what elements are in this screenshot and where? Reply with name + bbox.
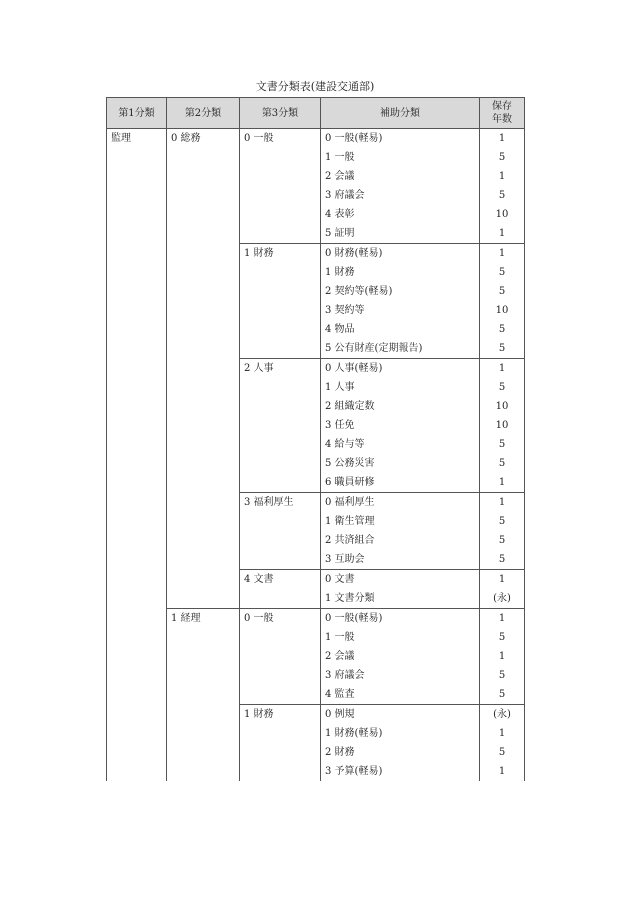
auxiliary-class-cell: 6 職員研修 <box>321 473 480 493</box>
first-class-cell <box>107 263 167 282</box>
third-class-cell <box>240 628 321 647</box>
second-class-cell <box>167 224 240 244</box>
third-class-cell <box>240 531 321 550</box>
third-class-cell <box>240 224 321 244</box>
second-class-cell <box>167 473 240 493</box>
first-class-cell <box>107 454 167 473</box>
retention-years-cell: 10 <box>480 301 525 320</box>
third-class-cell <box>240 416 321 435</box>
table-row <box>107 762 525 781</box>
retention-years-cell: 1 <box>480 224 525 244</box>
retention-years-cell: 1 <box>480 609 525 629</box>
second-class-cell <box>167 550 240 570</box>
first-class-cell <box>107 378 167 397</box>
first-class-cell <box>107 301 167 320</box>
table-row <box>107 435 525 454</box>
retention-years-cell: 10 <box>480 397 525 416</box>
third-class-cell <box>240 186 321 205</box>
third-class-cell: 1 財務 <box>240 705 321 725</box>
auxiliary-class-cell: 3 府議会 <box>321 186 480 205</box>
retention-years-cell: (永) <box>480 705 525 725</box>
second-class-cell <box>167 282 240 301</box>
auxiliary-class-cell: 0 人事(軽易) <box>321 359 480 379</box>
second-class-cell <box>167 685 240 705</box>
second-class-cell: 0 総務 <box>167 129 240 149</box>
auxiliary-class-cell: 4 表彰 <box>321 205 480 224</box>
retention-years-cell: 5 <box>480 454 525 473</box>
table-row <box>107 531 525 550</box>
table-row <box>107 244 525 264</box>
table-row <box>107 359 525 379</box>
first-class-cell <box>107 628 167 647</box>
second-class-cell <box>167 570 240 590</box>
third-class-cell: 0 一般 <box>240 609 321 629</box>
third-class-cell <box>240 685 321 705</box>
table-row <box>107 167 525 186</box>
third-class-cell: 0 一般 <box>240 129 321 149</box>
auxiliary-class-cell: 1 文書分類 <box>321 589 480 609</box>
table-row <box>107 397 525 416</box>
header-retention-line2: 年数 <box>492 114 512 125</box>
first-class-cell <box>107 647 167 666</box>
retention-years-cell: 1 <box>480 129 525 149</box>
first-class-cell: 監理 <box>107 129 167 149</box>
auxiliary-class-cell: 0 一般(軽易) <box>321 609 480 629</box>
first-class-cell <box>107 282 167 301</box>
table-row <box>107 339 525 359</box>
first-class-cell <box>107 339 167 359</box>
table-row <box>107 550 525 570</box>
table-row <box>107 512 525 531</box>
table-row <box>107 570 525 590</box>
first-class-cell <box>107 435 167 454</box>
second-class-cell <box>167 743 240 762</box>
auxiliary-class-cell: 1 一般 <box>321 148 480 167</box>
table-row <box>107 416 525 435</box>
third-class-cell <box>240 397 321 416</box>
table-row <box>107 454 525 473</box>
auxiliary-class-cell: 2 共済組合 <box>321 531 480 550</box>
third-class-cell: 3 福利厚生 <box>240 493 321 513</box>
retention-years-cell: 1 <box>480 762 525 781</box>
second-class-cell: 1 経理 <box>167 609 240 629</box>
auxiliary-class-cell: 5 証明 <box>321 224 480 244</box>
second-class-cell <box>167 301 240 320</box>
retention-years-cell: 5 <box>480 320 525 339</box>
third-class-cell <box>240 473 321 493</box>
first-class-cell <box>107 186 167 205</box>
table-row <box>107 320 525 339</box>
table-header-row <box>107 98 525 129</box>
second-class-cell <box>167 589 240 609</box>
third-class-cell <box>240 263 321 282</box>
retention-years-cell: 5 <box>480 378 525 397</box>
first-class-cell <box>107 473 167 493</box>
auxiliary-class-cell: 0 文書 <box>321 570 480 590</box>
auxiliary-class-cell: 0 例規 <box>321 705 480 725</box>
retention-years-cell: 1 <box>480 493 525 513</box>
retention-years-cell: 5 <box>480 628 525 647</box>
auxiliary-class-cell: 4 物品 <box>321 320 480 339</box>
auxiliary-class-cell: 0 一般(軽易) <box>321 129 480 149</box>
table-row <box>107 378 525 397</box>
table-row <box>107 666 525 685</box>
auxiliary-class-cell: 0 財務(軽易) <box>321 244 480 264</box>
first-class-cell <box>107 416 167 435</box>
table-row <box>107 724 525 743</box>
second-class-cell <box>167 647 240 666</box>
first-class-cell <box>107 589 167 609</box>
auxiliary-class-cell: 2 組織定数 <box>321 397 480 416</box>
second-class-cell <box>167 416 240 435</box>
first-class-cell <box>107 705 167 725</box>
retention-years-cell: 5 <box>480 282 525 301</box>
second-class-cell <box>167 148 240 167</box>
third-class-cell <box>240 512 321 531</box>
third-class-cell <box>240 762 321 781</box>
second-class-cell <box>167 454 240 473</box>
auxiliary-class-cell: 4 給与等 <box>321 435 480 454</box>
third-class-cell <box>240 724 321 743</box>
retention-years-cell: (永) <box>480 589 525 609</box>
retention-years-cell: 10 <box>480 416 525 435</box>
first-class-cell <box>107 148 167 167</box>
table-row <box>107 685 525 705</box>
auxiliary-class-cell: 2 契約等(軽易) <box>321 282 480 301</box>
second-class-cell <box>167 493 240 513</box>
auxiliary-class-cell: 2 財務 <box>321 743 480 762</box>
table-row <box>107 301 525 320</box>
second-class-cell <box>167 397 240 416</box>
third-class-cell: 4 文書 <box>240 570 321 590</box>
auxiliary-class-cell: 3 予算(軽易) <box>321 762 480 781</box>
second-class-cell <box>167 378 240 397</box>
first-class-cell <box>107 531 167 550</box>
table-body <box>107 129 525 782</box>
auxiliary-class-cell: 5 公有財産(定期報告) <box>321 339 480 359</box>
header-auxiliary-class: 補助分類 <box>321 98 480 129</box>
first-class-cell <box>107 609 167 629</box>
second-class-cell <box>167 628 240 647</box>
first-class-cell <box>107 724 167 743</box>
second-class-cell <box>167 244 240 264</box>
first-class-cell <box>107 205 167 224</box>
first-class-cell <box>107 359 167 379</box>
second-class-cell <box>167 263 240 282</box>
retention-years-cell: 5 <box>480 685 525 705</box>
third-class-cell <box>240 743 321 762</box>
second-class-cell <box>167 186 240 205</box>
retention-years-cell: 5 <box>480 186 525 205</box>
retention-years-cell: 5 <box>480 743 525 762</box>
second-class-cell <box>167 762 240 781</box>
retention-years-cell: 10 <box>480 205 525 224</box>
retention-years-cell: 1 <box>480 359 525 379</box>
third-class-cell <box>240 320 321 339</box>
auxiliary-class-cell: 3 契約等 <box>321 301 480 320</box>
retention-years-cell: 5 <box>480 263 525 282</box>
first-class-cell <box>107 570 167 590</box>
table-row <box>107 589 525 609</box>
auxiliary-class-cell: 2 会議 <box>321 167 480 186</box>
first-class-cell <box>107 244 167 264</box>
auxiliary-class-cell: 1 人事 <box>321 378 480 397</box>
table-row <box>107 148 525 167</box>
retention-years-cell: 1 <box>480 167 525 186</box>
first-class-cell <box>107 762 167 781</box>
retention-years-cell: 5 <box>480 435 525 454</box>
third-class-cell <box>240 205 321 224</box>
auxiliary-class-cell: 3 任免 <box>321 416 480 435</box>
retention-years-cell: 5 <box>480 512 525 531</box>
table-row <box>107 186 525 205</box>
third-class-cell: 1 財務 <box>240 244 321 264</box>
first-class-cell <box>107 666 167 685</box>
retention-years-cell: 1 <box>480 473 525 493</box>
first-class-cell <box>107 397 167 416</box>
header-retention-line1: 保存 <box>492 101 512 112</box>
retention-years-cell: 5 <box>480 531 525 550</box>
retention-years-cell: 1 <box>480 724 525 743</box>
table-row <box>107 282 525 301</box>
second-class-cell <box>167 666 240 685</box>
third-class-cell <box>240 282 321 301</box>
table-row <box>107 493 525 513</box>
auxiliary-class-cell: 3 府議会 <box>321 666 480 685</box>
first-class-cell <box>107 743 167 762</box>
third-class-cell <box>240 647 321 666</box>
retention-years-cell: 5 <box>480 550 525 570</box>
retention-years-cell: 1 <box>480 570 525 590</box>
table-row <box>107 743 525 762</box>
second-class-cell <box>167 167 240 186</box>
retention-years-cell: 1 <box>480 244 525 264</box>
table-row <box>107 205 525 224</box>
second-class-cell <box>167 359 240 379</box>
table-row <box>107 705 525 725</box>
third-class-cell <box>240 301 321 320</box>
third-class-cell <box>240 666 321 685</box>
third-class-cell: 2 人事 <box>240 359 321 379</box>
second-class-cell <box>167 705 240 725</box>
retention-years-cell: 5 <box>480 339 525 359</box>
auxiliary-class-cell: 0 福利厚生 <box>321 493 480 513</box>
second-class-cell <box>167 512 240 531</box>
auxiliary-class-cell: 4 監査 <box>321 685 480 705</box>
auxiliary-class-cell: 3 互助会 <box>321 550 480 570</box>
third-class-cell <box>240 589 321 609</box>
table-row <box>107 224 525 244</box>
first-class-cell <box>107 320 167 339</box>
third-class-cell <box>240 435 321 454</box>
first-class-cell <box>107 167 167 186</box>
third-class-cell <box>240 167 321 186</box>
classification-table <box>106 97 525 781</box>
second-class-cell <box>167 320 240 339</box>
auxiliary-class-cell: 1 一般 <box>321 628 480 647</box>
third-class-cell <box>240 454 321 473</box>
header-second-class: 第2分類 <box>167 98 240 129</box>
second-class-cell <box>167 339 240 359</box>
first-class-cell <box>107 550 167 570</box>
second-class-cell <box>167 531 240 550</box>
second-class-cell <box>167 724 240 743</box>
auxiliary-class-cell: 5 公務災害 <box>321 454 480 473</box>
table-row <box>107 129 525 149</box>
table-row <box>107 473 525 493</box>
header-first-class: 第1分類 <box>107 98 167 129</box>
auxiliary-class-cell: 2 会議 <box>321 647 480 666</box>
retention-years-cell: 5 <box>480 666 525 685</box>
document-title: 文書分類表(建設交通部) <box>255 80 375 93</box>
table-row <box>107 628 525 647</box>
third-class-cell <box>240 550 321 570</box>
first-class-cell <box>107 224 167 244</box>
header-retention-years <box>480 98 525 129</box>
auxiliary-class-cell: 1 衛生管理 <box>321 512 480 531</box>
retention-years-cell: 1 <box>480 647 525 666</box>
first-class-cell <box>107 512 167 531</box>
third-class-cell <box>240 148 321 167</box>
second-class-cell <box>167 435 240 454</box>
table-row <box>107 609 525 629</box>
first-class-cell <box>107 493 167 513</box>
third-class-cell <box>240 339 321 359</box>
first-class-cell <box>107 685 167 705</box>
table-row <box>107 647 525 666</box>
header-third-class: 第3分類 <box>240 98 321 129</box>
auxiliary-class-cell: 1 財務 <box>321 263 480 282</box>
table-row <box>107 263 525 282</box>
retention-years-cell: 5 <box>480 148 525 167</box>
auxiliary-class-cell: 1 財務(軽易) <box>321 724 480 743</box>
second-class-cell <box>167 205 240 224</box>
third-class-cell <box>240 378 321 397</box>
